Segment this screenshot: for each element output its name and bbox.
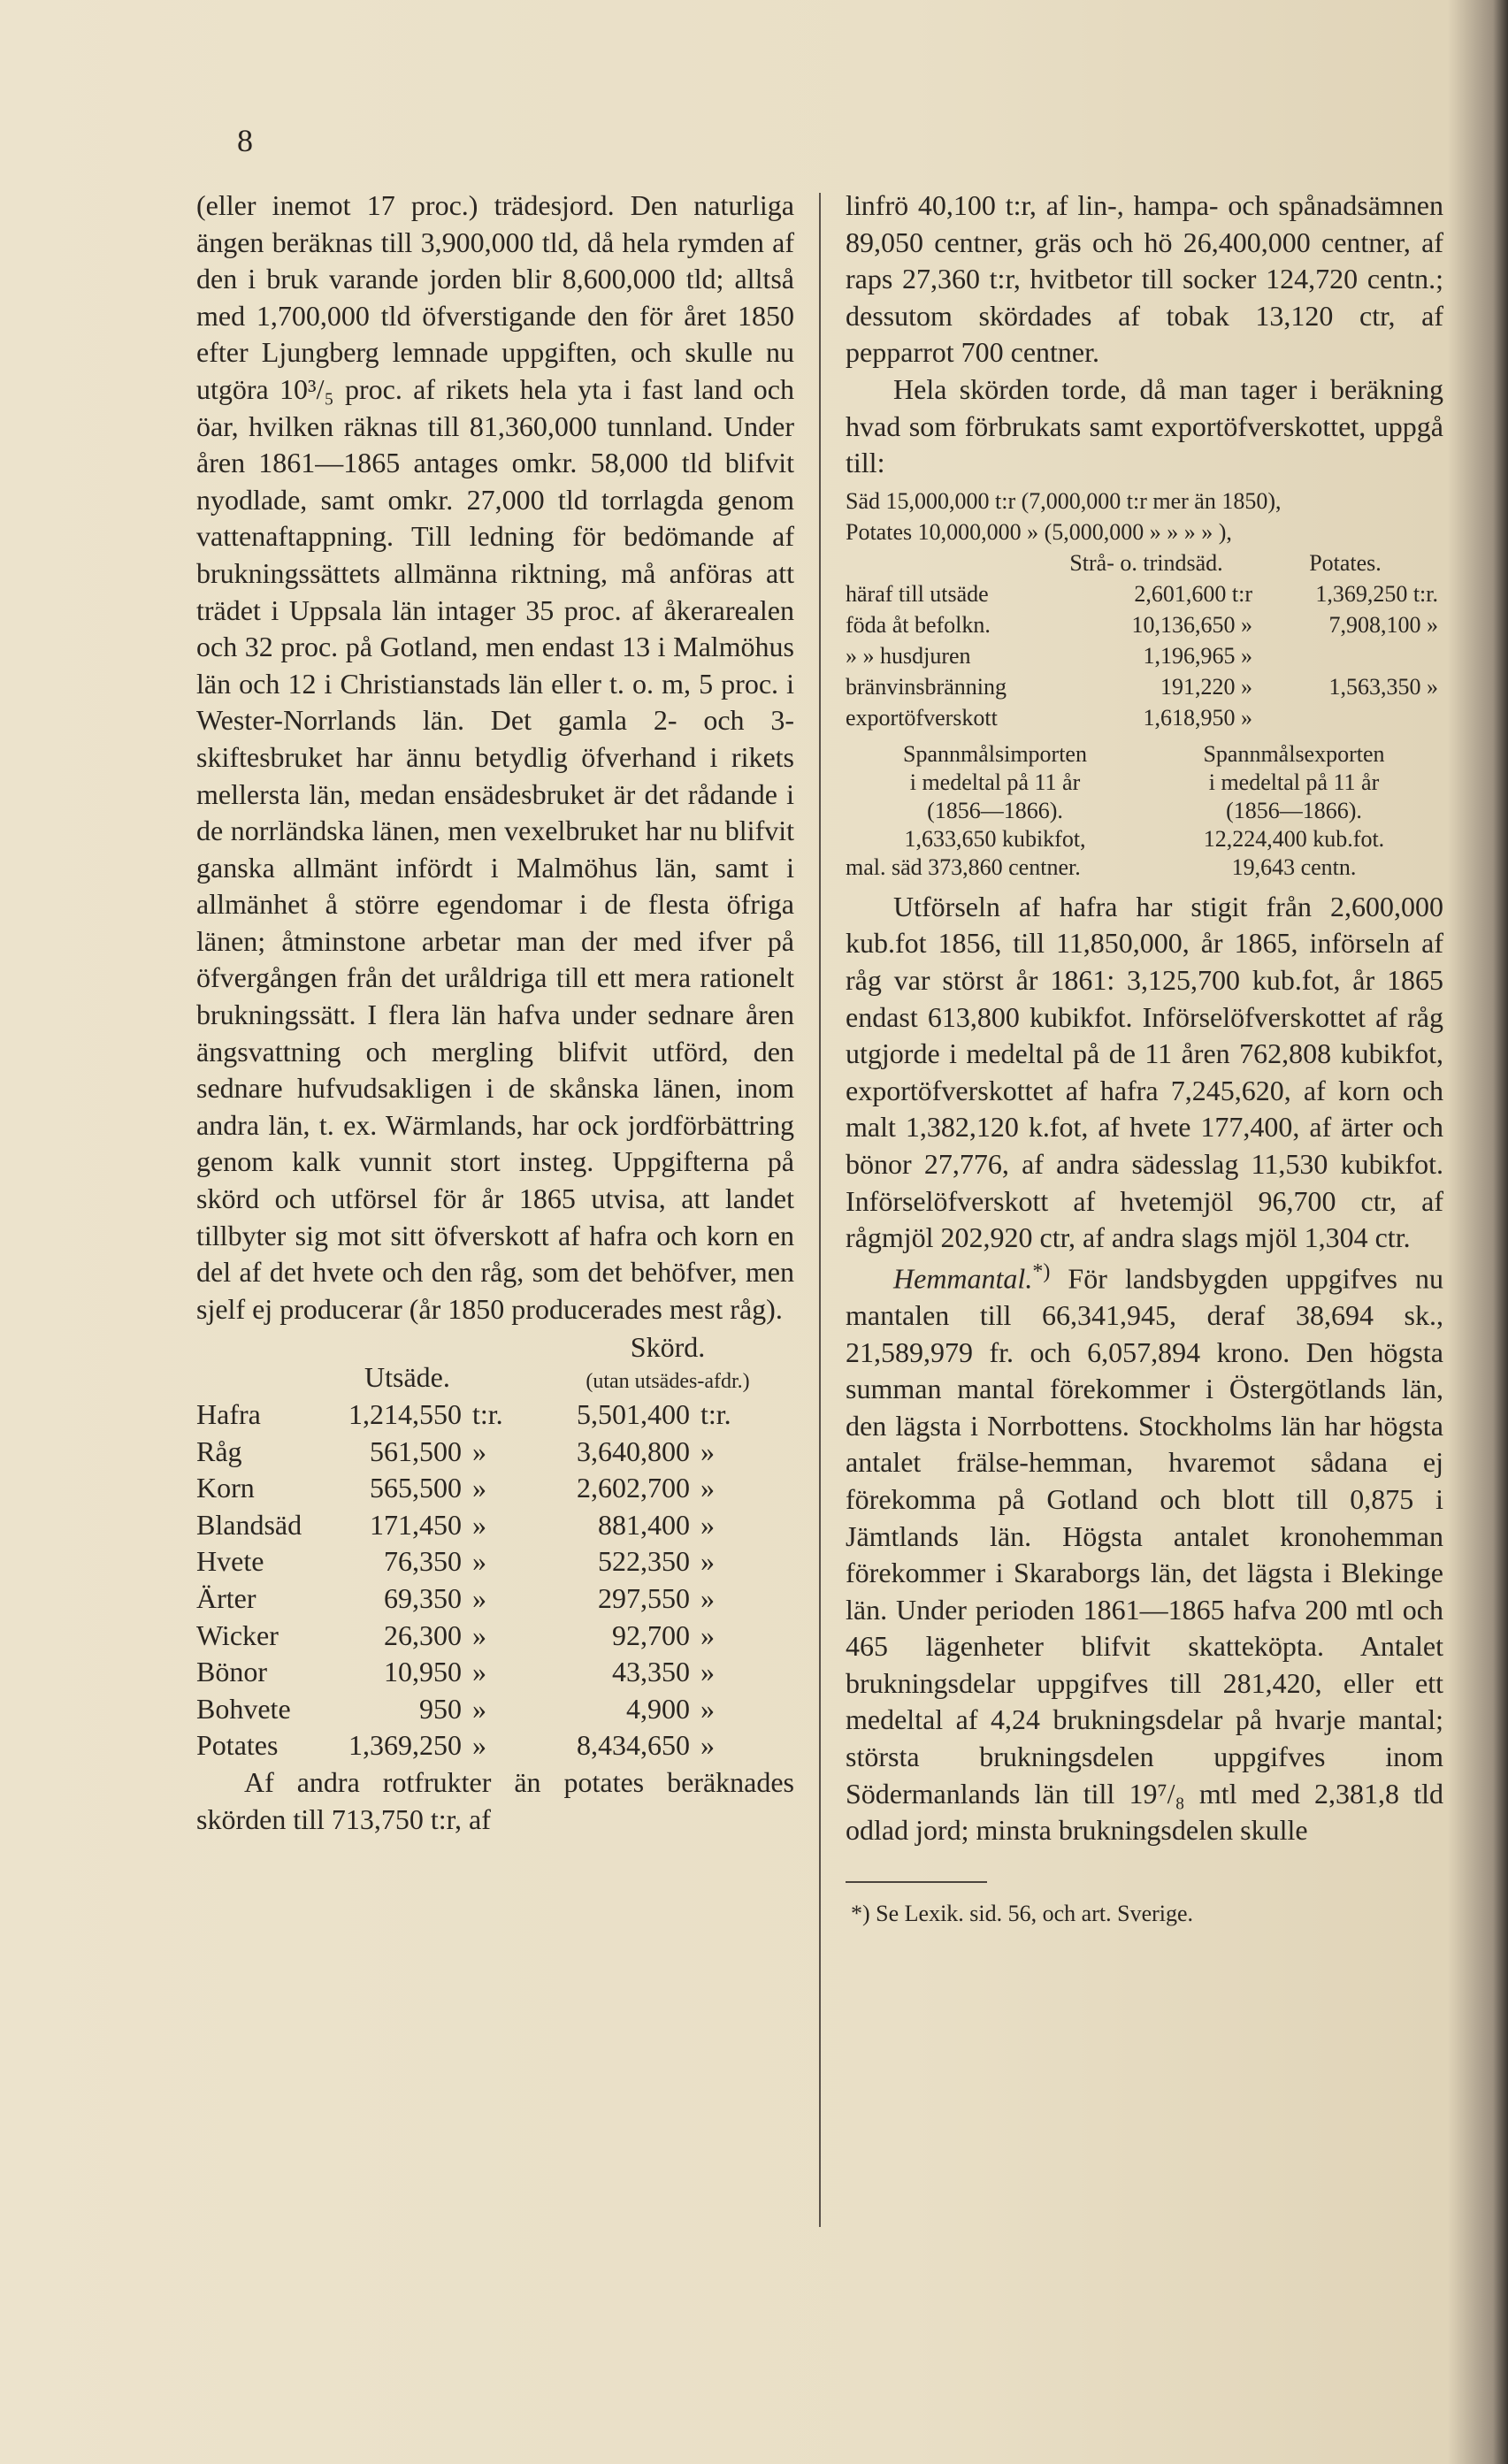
crop-harvest: 43,350 [612,1656,690,1688]
usage-stra: 1,196,965 » [1143,642,1252,669]
column-divider [819,193,821,2227]
crop-harvest: 297,550 [598,1581,690,1614]
usage-label: häraf till utsäde [846,580,989,607]
crop-harvest-unit: » [700,1618,715,1651]
export-title: Spannmålsexporten [1203,740,1385,767]
crop-harvest: 2,602,700 [577,1472,690,1504]
right-paragraph-4: För landsbygden uppgifves nu mantalen till 66,341,945, deraf 38,694 sk., 21,589,979 fr. och 6,057,894 krono. Den högsta summan mantal förekommer i Östergötlands län, den lägsta i Norrbottens. Stockholms län har högsta antalet frälse-hemman, hvaremot sådana ej förekomma på Gotland och blott till 0,875 i Jämtlands län. Högsta antalet kronohemman förekommer i Skaraborgs län, det lägsta i Blekinge län. Under perioden 1861—1865 hafva 200 mtl och 465 lägenheter blifvit skatteköpta. Antalet brukningsdelar uppgifves till 281,420, eller ett medeltal af 4,24 brukningsdelar på hvarje mantal; största brukningsdelen uppgifves inom Södermanlands län till 19⁷/₈ mtl med 2,381,8 tld odlad jord; minsta brukningsdelen skulle [846,1262,1444,1847]
crop-harvest: 92,700 [612,1618,690,1651]
crop-name: Råg [196,1435,242,1467]
potates-line: Potates 10,000,000 » (5,000,000 » » » » ), [846,518,1232,545]
page-number: 8 [237,123,253,158]
usage-stra: 2,601,600 t:r [1134,580,1252,607]
crop-row [196,1434,794,1471]
usage-row [846,609,1443,640]
sad-line: Säd 15,000,000 t:r (7,000,000 t:r mer än 1850), [846,487,1282,514]
right-paragraph-3: Utförseln af hafra har stigit från 2,600,000 kub.fot 1856, till 11,850,000, år 1865, införseln af råg var störst år 1861: 3,125,700 kub.fot, år 1865 endast 613,800 kubikfot. Införselöfverskottet af råg utgjorde i medeltal på de 11 åren 762,808 kubikfot, exportöfverskottet af hafra 7,245,620, af korn och malt 1,382,120 k.fot, af hvete 177,400, af ärter och bönor 27,776, af andra sädesslag 11,530 kubikfot. Införselöfverskott af hvetemjöl 96,700 ctr, af rågmjöl 202,920 ctr, af andra slags mjöl 1,304 ctr. [846,890,1443,1254]
right-column [846,187,1443,1932]
hemmantal-title: Hemmantal. [893,1262,1033,1295]
usage-potates: 7,908,100 » [1328,611,1438,638]
left-paragraph-1: (eller inemot 17 proc.) trädesjord. Den naturliga ängen beräknas till 3,900,000 tld, då hela rymden af den i bruk varande jorden blir 8,600,000 tld; alltså med 1,700,000 tld öfverstigande den för året 1850 efter Ljungberg lemnade uppgiften, och skulle nu utgöra 10³/₅ proc. af rikets hela yta i fast land och öar, hvilken räknas till 81,360,000 tunnland. Under åren 1861—1865 antages omkr. 58,000 tld blifvit nyodlade, samt omkr. 27,000 tld torrlagda genom vattenaftappning. Till ledning för bedömande af brukningssättets allmänna riktning, må anföras att trädet i Uppsala län intager 35 proc. af åkerarealen och 32 proc. på Gotland, men endast 13 i Malmöhus län och 12 i Christianstads län eller t. o. m, 5 proc. i Wester-Norrlands län. Det gamla 2- och 3-skiftesbruket har ännu betydlig öfverhand i rikets mellersta län, medan ensädesbruket är det rådande i de norrländska länen, men vexelbruket har nu blifvit ganska allmänt infördt i Malmöhus län, samt i allmänhet å större egendomar i de flesta öfriga länen; åtminstone arbetar man der med ifver på öfvergången från det uråldriga till ett mera rationelt brukningssätt. I flera län hafva under sednare åren ängsvattning och mergling blifvit utförd, den sednare hufvudsakligen i de skånska länen, inom andra län, t. ex. Wärmlands, har ock jordförbättring genom kalk vunnit stort insteg. Uppgifterna på skörd och utförsel för år 1865 utvisa, att landet tillbyter sig mot sitt öfverskott af hafra och korn en del af det hvete och den råg, som det behöfver, men sjelf ej producerar (år 1850 producerades mest råg). [196,189,794,1325]
usage-header-stra: Strå- o. trindsäd. [1069,549,1223,576]
import-title: Spannmålsimporten [903,740,1087,767]
usage-label: exportöfverskott [846,704,998,731]
import-sub: i medeltal på 11 år [909,769,1081,795]
crop-harvest: 3,640,800 [577,1435,690,1467]
crop-seed: 1,369,250 [348,1729,462,1762]
crop-seed-unit: » [472,1618,486,1651]
harvest-summary [846,486,1443,733]
crop-row [196,1507,794,1544]
import-value: 1,633,650 kubikfot, [904,825,1086,852]
crop-seed-unit: » [472,1435,486,1467]
crop-harvest-unit: » [700,1508,715,1541]
crop-name: Wicker [196,1618,279,1651]
crop-name: Korn [196,1472,255,1504]
left-column [196,187,794,1838]
mal-sad-left: mal. säd 373,860 centner. [846,853,1081,880]
usage-row [846,702,1443,733]
crop-table [196,1397,794,1764]
usage-label: föda åt befolkn. [846,611,991,638]
crop-name: Blandsäd [196,1508,302,1541]
usage-header [846,547,1443,578]
crop-row [196,1618,794,1655]
footnote: *) Se Lexik. sid. 56, och art. Sverige. [851,1900,1194,1926]
harvest-header: Skörd. [630,1331,706,1364]
seed-header: Utsäde. [364,1361,450,1394]
crop-seed: 10,950 [384,1656,462,1688]
crop-seed-unit: » [472,1508,486,1541]
crop-seed-unit: t:r. [472,1398,503,1430]
crop-row [196,1580,794,1618]
crop-name: Hvete [196,1545,264,1578]
usage-potates: 1,369,250 t:r. [1315,580,1438,607]
import-years: (1856—1866). [927,797,1063,823]
crop-harvest-unit: » [700,1656,715,1688]
crop-seed-unit: » [472,1472,486,1504]
export-years: (1856—1866). [1226,797,1362,823]
crop-name: Bohvete [196,1692,291,1725]
crop-name: Hafra [196,1398,261,1430]
usage-row [846,578,1443,609]
crop-harvest-unit: » [700,1435,715,1467]
crop-name: Bönor [196,1656,267,1688]
export-value: 12,224,400 kub.fot. [1203,825,1385,852]
crop-row [196,1691,794,1728]
crop-harvest-unit: » [700,1545,715,1578]
usage-row [846,671,1443,702]
crop-harvest: 4,900 [626,1692,690,1725]
crop-row [196,1654,794,1691]
usage-label: » » husdjuren [846,642,971,669]
crop-harvest: 5,501,400 [577,1398,690,1430]
crop-harvest: 8,434,650 [577,1729,690,1762]
crop-seed: 565,500 [370,1472,462,1504]
crop-row [196,1727,794,1764]
crop-seed-unit: » [472,1581,486,1614]
crop-row [196,1397,794,1434]
crop-seed: 171,450 [370,1508,462,1541]
crop-name: Potates [196,1729,279,1762]
footnote-rule [846,1881,987,1883]
crop-seed: 76,350 [384,1545,462,1578]
crop-harvest-unit: » [700,1581,715,1614]
usage-potates: 1,563,350 » [1328,673,1438,700]
usage-potates [1261,702,1438,733]
crop-seed: 69,350 [384,1581,462,1614]
usage-label: bränvinsbränning [846,673,1007,700]
export-sub: i medeltal på 11 år [1208,769,1380,795]
crop-row [196,1470,794,1507]
left-paragraph-2: Af andra rotfrukter än potates beräknades skörden till 713,750 t:r, af [196,1765,794,1835]
footnote-mark: *) [1032,1259,1051,1283]
crop-seed-unit: » [472,1656,486,1688]
crop-harvest-unit: t:r. [700,1398,731,1430]
usage-header-potates: Potates. [1309,549,1382,576]
crop-harvest-unit: » [700,1729,715,1762]
crop-seed: 1,214,550 [348,1398,462,1430]
right-paragraph-2: Hela skörden torde, då man tager i beräkning hvad som förbrukats samt exportöfverskottet, uppgå till: [846,372,1443,479]
usage-stra: 1,618,950 » [1143,704,1252,731]
crop-seed: 561,500 [370,1435,462,1467]
crop-harvest: 881,400 [598,1508,690,1541]
crop-seed-unit: » [472,1545,486,1578]
crop-seed-unit: » [472,1729,486,1762]
crop-harvest-unit: » [700,1472,715,1504]
crop-seed-unit: » [472,1692,486,1725]
crop-harvest-unit: » [700,1692,715,1725]
crop-row [196,1543,794,1580]
crop-seed: 26,300 [384,1618,462,1651]
crop-harvest: 522,350 [598,1545,690,1578]
crop-name: Ärter [196,1581,256,1614]
harvest-header-note: (utan utsädes-afdr.) [586,1370,750,1393]
hemmantal-paragraph [846,1257,1443,1849]
grain-trade [846,740,1443,882]
crop-seed: 950 [419,1692,462,1725]
usage-stra: 191,220 » [1160,673,1252,700]
mal-sad-right: 19,643 centn. [1231,853,1357,880]
right-paragraph-1: linfrö 40,100 t:r, af lin-, hampa- och spånadsämnen 89,050 centner, gräs och hö 26,400,000 centner, af raps 27,360 t:r, hvitbetor till socker 124,720 centn.; dessutom skördades af tobak 13,120 ctr, af pepparrot 700 centner. [846,189,1443,369]
crop-table-header [196,1329,794,1397]
usage-stra: 10,136,650 » [1131,611,1252,638]
usage-row [846,640,1443,671]
usage-potates [1261,640,1438,671]
